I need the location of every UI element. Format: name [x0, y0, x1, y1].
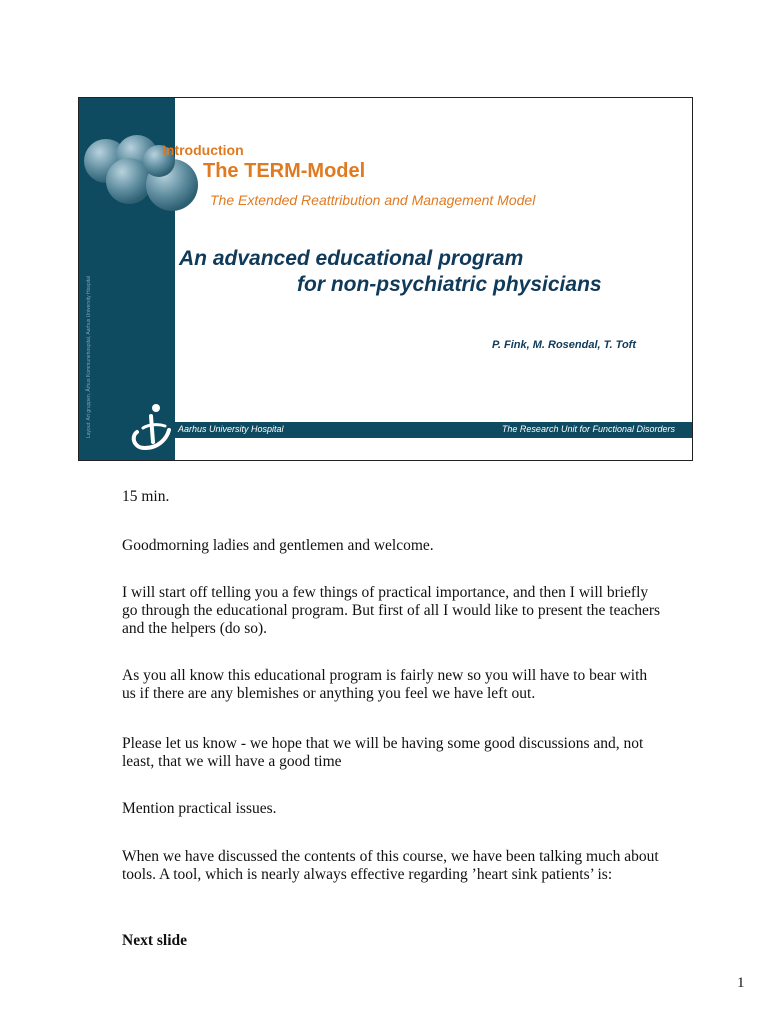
notes-paragraph: I will start off telling you a few things of practical importance, and then I will briefly go through the educational program. But first of all I would like to present the teachers and the helpers (do so).: [122, 584, 661, 637]
footer-hospital: Aarhus University Hospital: [178, 424, 284, 434]
notes-paragraph: Goodmorning ladies and gentlemen and welcome.: [122, 537, 434, 554]
side-credit: Layout: Art gruppen, Århus Kommunehospital, Aarhus University Hospital: [86, 275, 92, 438]
slide-heading-line2: for non-psychiatric physicians: [297, 273, 602, 296]
notes-paragraph: Mention practical issues.: [122, 800, 277, 817]
slide-heading-line1: An advanced educational program: [179, 247, 524, 270]
notes-paragraph: As you all know this educational program is fairly new so you will have to bear with us if there are any blemishes or anything you feel we have left out.: [122, 667, 648, 702]
slide-title: The TERM-Model: [203, 160, 366, 182]
hospital-logo-icon: [129, 402, 173, 454]
notes-next-slide: Next slide: [122, 932, 188, 949]
slide-eyebrow: Introduction: [162, 142, 244, 158]
notes-paragraph: 15 min.: [122, 488, 170, 505]
slide-authors: P. Fink, M. Rosendal, T. Toft: [491, 339, 636, 351]
notes-paragraph: When we have discussed the contents of this course, we have been talking much about tools. A tool, which is nearly always effective regarding ’heart sink patients’ is:: [122, 848, 659, 883]
slide-footer-band: [175, 422, 693, 438]
slide-heading: [179, 246, 679, 298]
notes-paragraph: Please let us know - we hope that we will be having some good discussions and, not least, that we will have a good time: [122, 735, 644, 770]
slide-subtitle: The Extended Reattribution and Management Model: [210, 192, 536, 208]
slide-thumbnail: [78, 97, 693, 461]
footer-research-unit: The Research Unit for Functional Disorders: [501, 424, 675, 434]
page-number: 1: [737, 975, 745, 991]
